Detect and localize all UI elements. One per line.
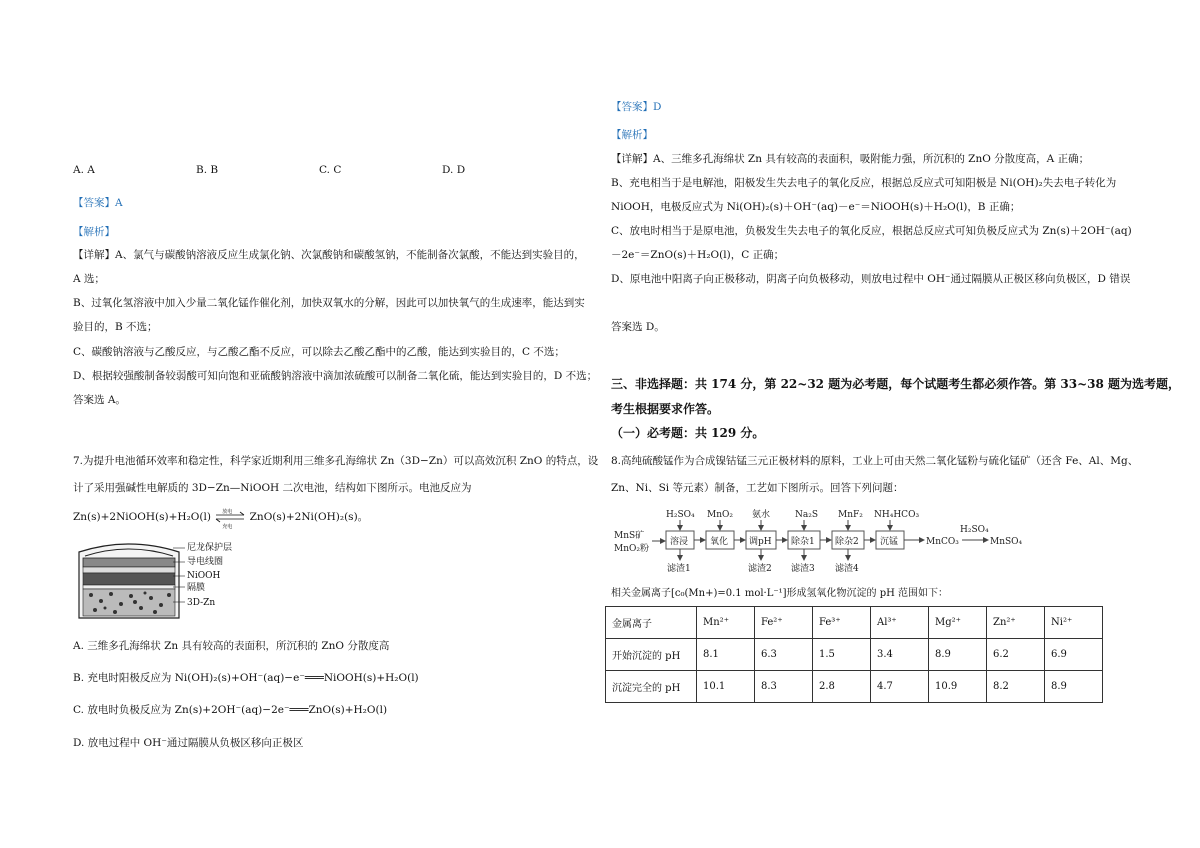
svg-text:调pH: 调pH [749,537,772,547]
choice-d: D. D [442,164,466,176]
table-cell: 10.1 [697,671,755,703]
choice-a: A. A [73,164,95,176]
table-cell: 6.3 [755,639,813,671]
svg-text:沉锰: 沉锰 [880,537,899,547]
q7-reaction [73,509,369,530]
table-header-cell: Zn²⁺ [987,607,1045,639]
figure-label: 隔膜 [187,583,206,593]
table-cell: 4.7 [871,671,929,703]
flow-reagent: 氨水 [752,510,771,520]
flow-reagent: MnO₂ [707,510,733,520]
choice-b: B. B [196,164,219,176]
figure-label: NiOOH [187,571,221,581]
table-cell: 8.1 [697,639,755,671]
table-header-cell: Fe²⁺ [755,607,813,639]
flow-product: MnSO₄ [990,537,1023,547]
flow-step [876,531,904,549]
flow-step [746,531,776,549]
reaction-left: Zn(s)+2NiOOH(s)+H₂O(l) [73,511,211,523]
table-cell: 10.9 [929,671,987,703]
section-title: 三、非选择题：共 174 分，第 22~32 题为必考题，每个试题考生都必须作答。第 33~38 题为选考题， [611,377,1181,391]
analysis-line: D、原电池中阳离子向正极移动，阴离子向负极移动，则放电过程中 OH⁻通过隔膜从正极区移向负极区，D 错误 [611,273,1131,285]
table-header-cell: Mg²⁺ [929,607,987,639]
flow-residue: 滤渣4 [835,564,859,574]
flow-reagent: H₂SO₄ [666,510,695,520]
analysis-line: －2e⁻＝ZnO(s)＋H₂O(l)，C 正确； [611,249,785,261]
analysis-line: 答案选 A。 [73,394,126,406]
table-header-cell: Ni²⁺ [1045,607,1103,639]
flow-product: MnCO₃ [926,537,959,547]
battery-diagram [73,538,185,620]
analysis-line: B、过氧化氢溶液中加入少量二氧化锰作催化剂，加快双氧水的分解，因此可以加快氧气的生成速率，能达到实 [73,297,585,309]
analysis-label: 【解析】 [73,226,115,238]
choice-c: C. C [319,164,342,176]
table-cell: 8.2 [987,671,1045,703]
answer-label: 【答案】D [611,101,662,113]
table-header-cell: 金属离子 [606,607,697,639]
figure-label: 尼龙保护层 [187,543,233,553]
analysis-label: 【解析】 [611,129,653,141]
table-row [606,671,1103,703]
svg-text:除杂2: 除杂2 [835,537,859,547]
section-title-cont: 考生根据要求作答。 [611,402,720,416]
flow-reagent: MnF₂ [838,510,863,520]
analysis-line: C、放电时相当于是原电池，负极发生失去电子的氧化反应，根据总反应式可知负极反应式为 Zn(s)＋2OH⁻(aq) [611,225,1132,237]
table-row [606,639,1103,671]
q7-line: 7.为提升电池循环效率和稳定性，科学家近期利用三维多孔海绵状 Zn（3D−Zn）可以高效沉积 ZnO 的特点，设 [73,455,599,467]
flow-final-reagent: H₂SO₄ [960,525,989,535]
flow-residue: 滤渣1 [667,564,691,574]
reversible-arrow-icon [214,509,246,530]
arrow-top-label: 放电 [222,509,233,515]
q7-line: 计了采用强碱性电解质的 3D−Zn—NiOOH 二次电池，结构如下图所示。电池反应为 [73,482,472,494]
flow-input: MnS矿 [614,531,645,541]
battery-figure [73,538,273,620]
table-cell: 3.4 [871,639,929,671]
table-header-cell: Mn²⁺ [697,607,755,639]
table-header-row [606,607,1103,639]
analysis-line: 【详解】A、氯气与碳酸钠溶液反应生成氯化钠、次氯酸钠和碳酸氢钠，不能制备次氯酸，不能达到实验目的， [73,249,585,261]
flow-residue: 滤渣3 [791,564,815,574]
svg-text:除杂1: 除杂1 [791,537,815,547]
table-cell: 开始沉淀的 pH [606,639,697,671]
svg-text:溶浸: 溶浸 [670,537,689,547]
process-flow-diagram [612,505,1042,577]
table-cell: 8.9 [1045,671,1103,703]
flow-reagent: NH₄HCO₃ [874,510,920,520]
q7-option-c: C. 放电时负极反应为 Zn(s)+2OH⁻(aq)−2e⁻═══ZnO(s)+H₂O(l) [73,704,388,716]
q7-option-a: A. 三维多孔海绵状 Zn 具有较高的表面积，所沉积的 ZnO 分散度高 [73,640,390,652]
flow-step [832,531,864,549]
analysis-line: 【详解】A、三维多孔海绵状 Zn 具有较高的表面积，吸附能力强，所沉积的 ZnO 分散度高，A 正确； [611,153,1090,165]
svg-text:氧化: 氧化 [710,537,729,547]
analysis-line: 答案选 D。 [611,321,665,333]
reaction-right: ZnO(s)+2Ni(OH)₂(s)。 [249,511,369,523]
flow-input: MnO₂粉 [614,544,649,554]
analysis-line: A 选； [73,273,105,285]
figure-label: 导电线圈 [187,557,224,567]
flow-reagent: Na₂S [795,510,819,520]
table-cell: 6.9 [1045,639,1103,671]
q7-option-d: D. 放电过程中 OH⁻通过隔膜从负极区移向正极区 [73,737,304,749]
answer-label: 【答案】A [73,197,123,209]
flow-step [666,531,694,549]
table-header-cell: Al³⁺ [871,607,929,639]
flow-residue: 滤渣2 [748,564,772,574]
table-cell: 8.9 [929,639,987,671]
figure-label: 3D-Zn [187,598,216,608]
analysis-line: 验目的，B 不选； [73,321,158,333]
table-cell: 沉淀完全的 pH [606,671,697,703]
section-subtitle: （一）必考题：共 129 分。 [611,426,765,440]
q7-option-b: B. 充电时阳极反应为 Ni(OH)₂(s)+OH⁻(aq)−e⁻═══NiOOH(s)+H₂O(l) [73,672,419,684]
analysis-line: B、充电相当于是电解池，阳极发生失去电子的氧化反应，根据总反应式可知阳极是 Ni(OH)₂失去电子转化为 [611,177,1117,189]
flow-step [706,531,734,549]
arrow-bottom-label: 充电 [222,524,233,530]
table-caption: 相关金属离子[c₀(Mn+)=0.1 mol·L⁻¹]形成氢氧化物沉淀的 pH 范围如下： [611,588,949,599]
table-cell: 1.5 [813,639,871,671]
table-cell: 2.8 [813,671,871,703]
analysis-line: D、根据较强酸制备较弱酸可知向饱和亚硫酸钠溶液中滴加浓硫酸可以制备二氧化硫，能达到实验目的，D 不选； [73,370,598,382]
precipitation-ph-table [605,606,1103,703]
table-cell: 6.2 [987,639,1045,671]
table-header-cell: Fe³⁺ [813,607,871,639]
flow-step [788,531,820,549]
table-cell: 8.3 [755,671,813,703]
q8-line: Zn、Ni、Si 等元素）制备，工艺如下图所示。回答下列问题： [611,482,904,494]
analysis-line: NiOOH，电极反应式为 Ni(OH)₂(s)＋OH⁻(aq)－e⁻＝NiOOH(s)＋H₂O(l)，B 正确； [611,201,1021,213]
analysis-line: C、碳酸钠溶液与乙酸反应，与乙酸乙酯不反应，可以除去乙酸乙酯中的乙酸，能达到实验目的，C 不选； [73,346,565,358]
q8-line: 8.高纯硫酸锰作为合成镍钴锰三元正极材料的原料，工业上可由天然二氧化锰粉与硫化锰矿（还含 Fe、Al、Mg、 [611,455,1139,467]
